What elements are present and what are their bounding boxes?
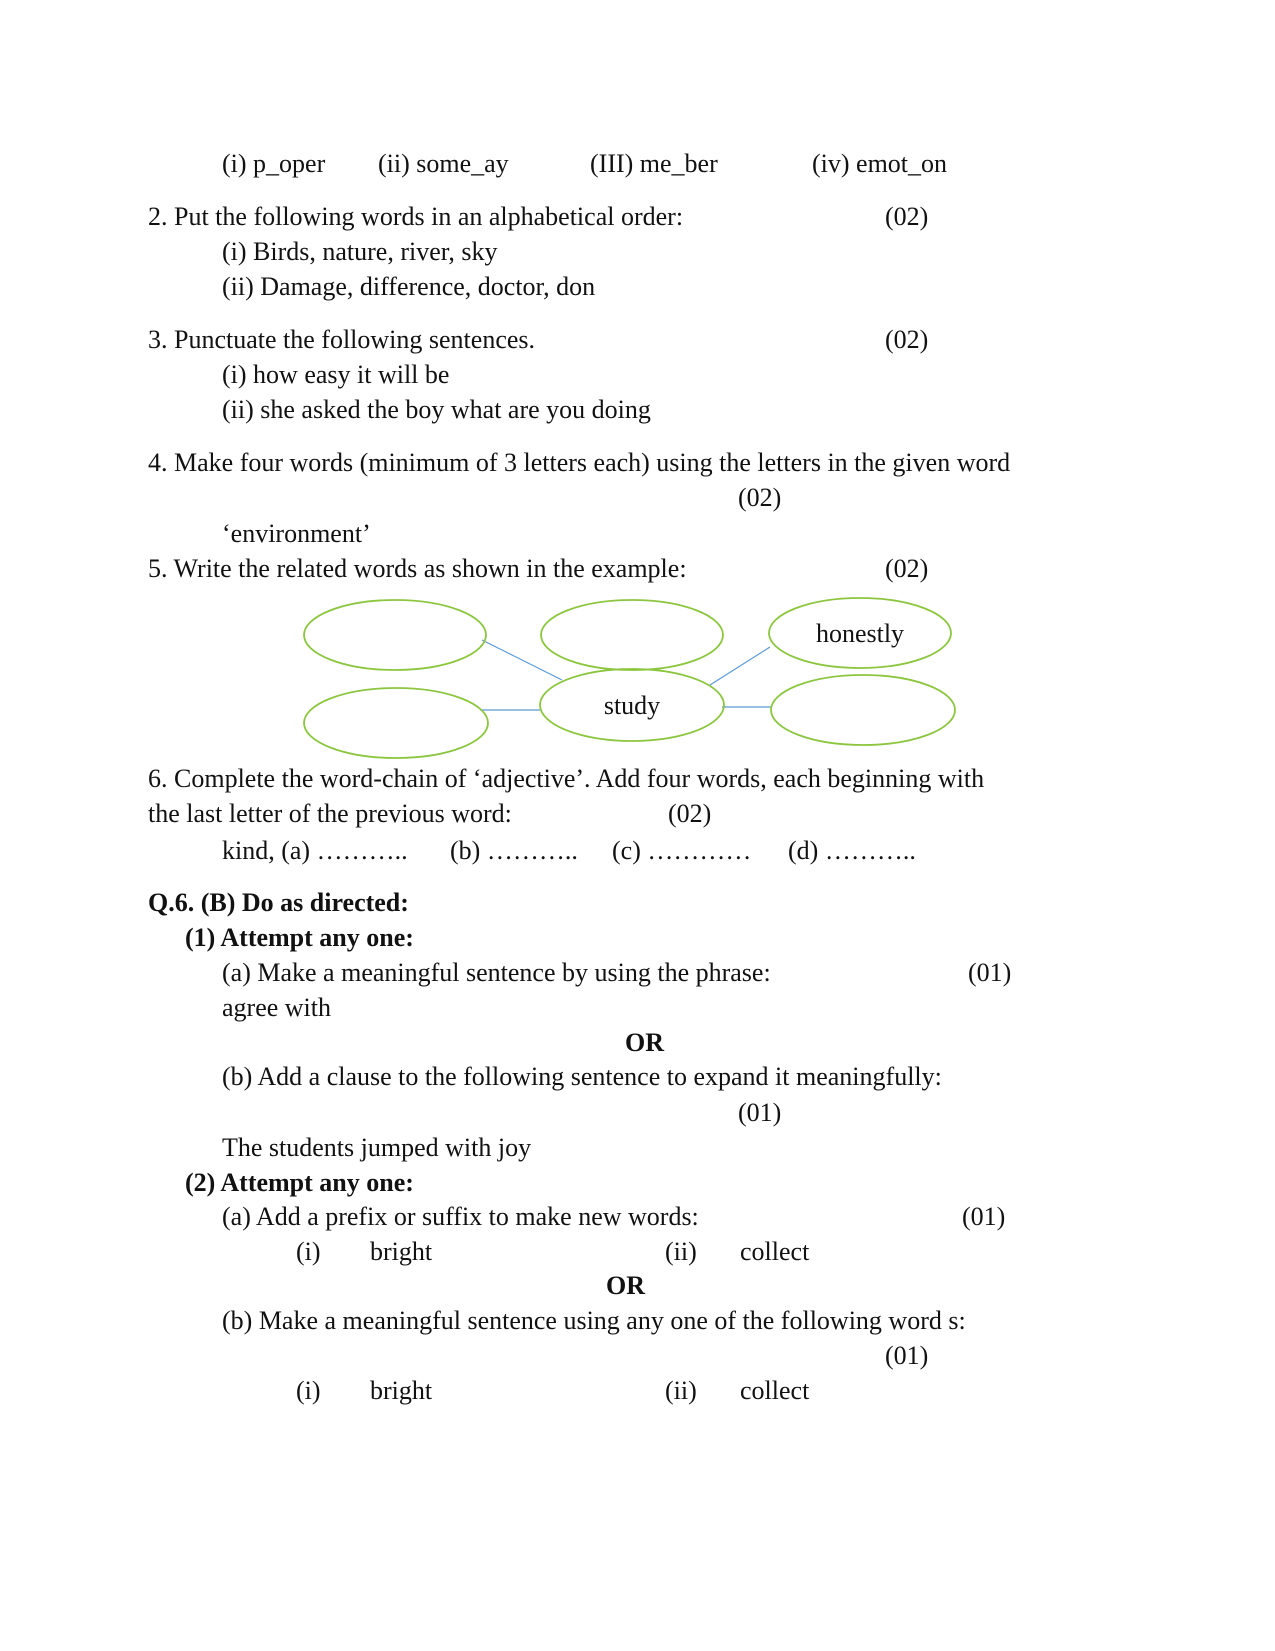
part2-heading: (2) Attempt any one: [185, 1168, 414, 1197]
q4-prompt: 4. Make four words (minimum of 3 letters each) using the letters in the given word [148, 448, 1011, 477]
q6-line-2: the last letter of the previous word: [148, 799, 512, 828]
q5-marks: (02) [885, 554, 929, 583]
center-word: study [603, 691, 661, 720]
q6-chain-d: (d) ……….. [788, 836, 916, 865]
part2-b-item-1-word: bright [370, 1376, 433, 1405]
q1-option-4: (iv) emot_on [812, 149, 948, 178]
q4-marks: (02) [738, 483, 782, 512]
part2-a-item-2-num: (ii) [665, 1237, 697, 1266]
example-word: honestly [815, 619, 905, 648]
q6-marks: (02) [668, 799, 712, 828]
q3-marks: (02) [885, 325, 929, 354]
q1-option-1: (i) p_oper [222, 149, 326, 178]
part2-or: OR [606, 1271, 645, 1300]
part2-a-prompt: (a) Add a prefix or suffix to make new words: [222, 1202, 699, 1231]
part1-a-prompt: (a) Make a meaningful sentence by using the phrase: [222, 958, 771, 987]
q1-option-3: (III) me_ber [590, 149, 718, 178]
part1-b-sentence: The students jumped with joy [222, 1133, 532, 1162]
part2-b-marks: (01) [885, 1341, 929, 1370]
part2-b-item-2-num: (ii) [665, 1376, 697, 1405]
q6-chain-c: (c) ………… [612, 836, 752, 865]
part2-b-prompt: (b) Make a meaningful sentence using any one of the following word s: [222, 1306, 966, 1335]
connector-top-right [710, 647, 770, 685]
connector-top-left [482, 640, 562, 680]
q2-item-1: (i) Birds, nature, river, sky [222, 237, 498, 266]
q4-word: ‘environment’ [222, 519, 371, 548]
part2-b-item-2-word: collect [740, 1376, 810, 1405]
part2-a-marks: (01) [962, 1202, 1006, 1231]
q2-item-2: (ii) Damage, difference, doctor, don [222, 272, 596, 301]
part2-b-item-1-num: (i) [296, 1376, 321, 1405]
part2-a-item-1-num: (i) [296, 1237, 321, 1266]
part1-a-phrase: agree with [222, 993, 332, 1022]
q3-item-2: (ii) she asked the boy what are you doing [222, 395, 651, 424]
part2-a-item-2-word: collect [740, 1237, 810, 1266]
part1-heading: (1) Attempt any one: [185, 923, 414, 952]
q6-chain-b: (b) ……….. [450, 836, 578, 865]
q3-prompt: 3. Punctuate the following sentences. [148, 325, 536, 354]
part1-a-marks: (01) [968, 958, 1012, 987]
ellipse-bottom-right [771, 675, 955, 745]
part1-b-prompt: (b) Add a clause to the following sentence to expand it meaningfully: [222, 1062, 942, 1091]
section-heading: Q.6. (B) Do as directed: [148, 888, 409, 917]
q2-prompt: 2. Put the following words in an alphabetical order: [148, 202, 684, 231]
ellipse-top-left [304, 600, 486, 670]
q1-option-2: (ii) some_ay [378, 149, 509, 178]
q6-line-1: 6. Complete the word-chain of ‘adjective’. Add four words, each beginning with [148, 764, 985, 793]
q6-chain-a: kind, (a) ……….. [222, 836, 408, 865]
q5-prompt: 5. Write the related words as shown in the example: [148, 554, 687, 583]
part1-or: OR [625, 1028, 664, 1057]
part1-b-marks: (01) [738, 1098, 782, 1127]
q2-marks: (02) [885, 202, 929, 231]
q3-item-1: (i) how easy it will be [222, 360, 450, 389]
word-web-diagram [300, 595, 980, 765]
ellipse-bottom-left [304, 688, 488, 758]
ellipse-top-middle [541, 600, 723, 670]
part2-a-item-1-word: bright [370, 1237, 433, 1266]
